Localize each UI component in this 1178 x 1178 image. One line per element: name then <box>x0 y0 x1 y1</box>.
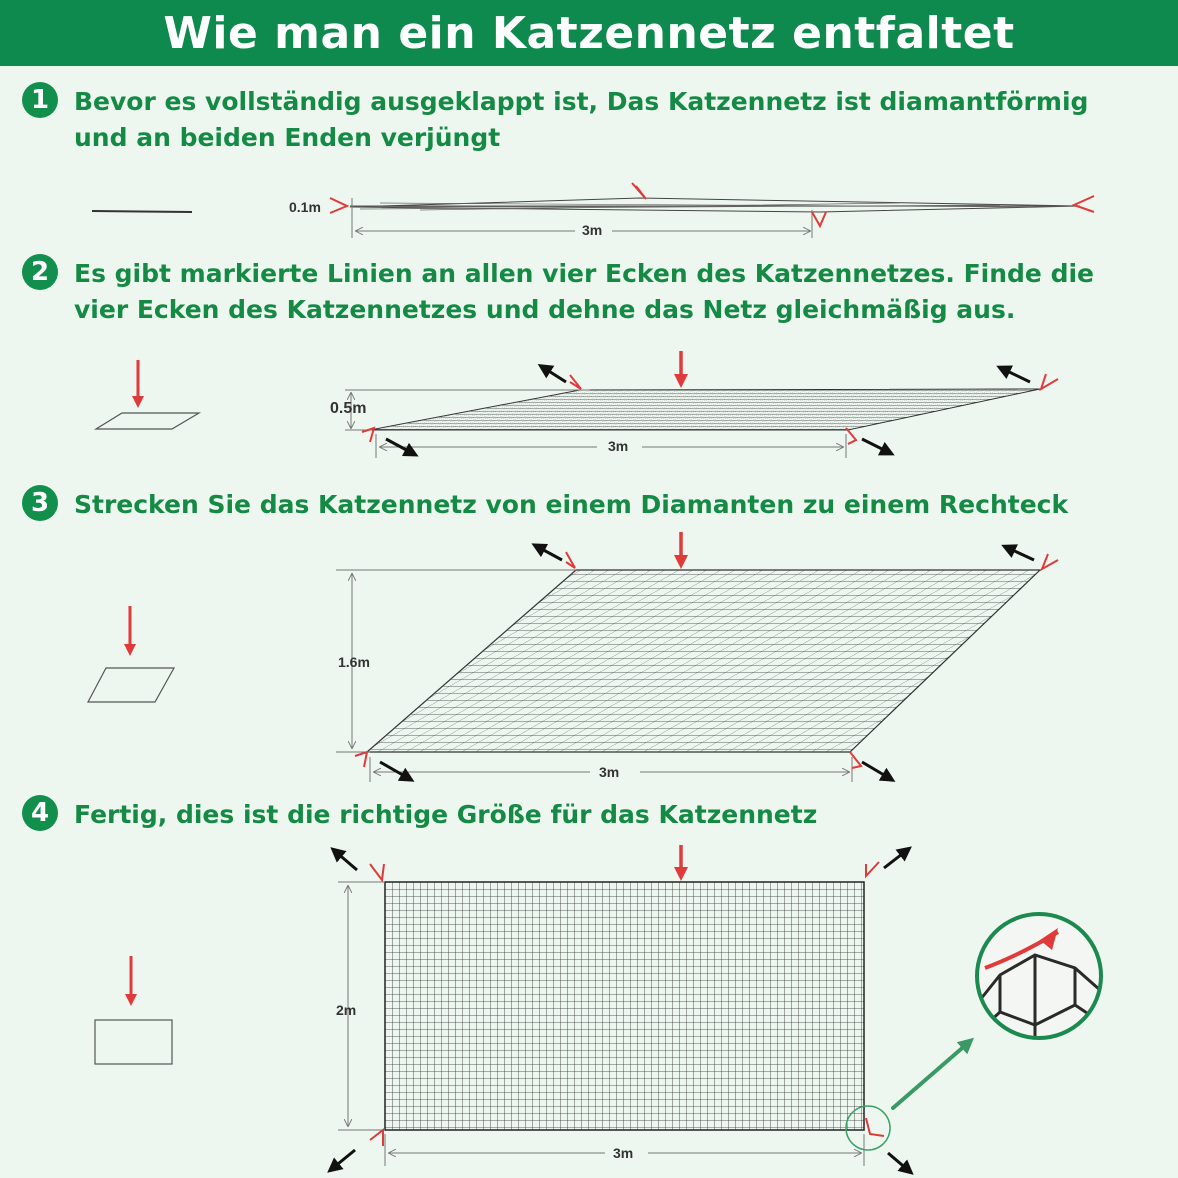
dimension-width-label: 3m <box>599 764 620 780</box>
net-thumbnail-parallelogram <box>88 668 174 702</box>
step-4-text: Fertig, dies ist die richtige Größe für das Katzennetz <box>74 800 818 829</box>
partially-opened-net <box>370 389 1040 430</box>
dimension-height-label: 0.1m <box>289 199 321 215</box>
step-number-badge: 3 <box>22 485 58 521</box>
dimension-height-label: 0.5m <box>330 400 367 417</box>
step-2-diagram <box>96 351 1058 458</box>
callout-arrow <box>893 1043 968 1108</box>
step-1-text: Bevor es vollständig ausgeklappt ist, Das Katzennetz ist diamantförmig und an beiden Enden verjüngt <box>74 87 1089 152</box>
net-detail-magnifier-icon <box>975 914 1105 1050</box>
stretching-net <box>367 570 1040 752</box>
step-number-badge: 1 <box>22 82 58 118</box>
step-1-diagram <box>92 183 1094 238</box>
step-number-badge: 2 <box>22 254 58 290</box>
step-4-diagram <box>95 845 1105 1170</box>
step-3-diagram <box>88 532 1058 782</box>
folded-net <box>350 198 1080 212</box>
dimension-height-label: 1.6m <box>338 654 370 670</box>
dimension-width-label: 3m <box>608 438 629 454</box>
dimension-height-label: 2m <box>336 1002 357 1018</box>
step-2-text: Es gibt markierte Linien an allen vier Ecken des Katzennetzes. Finde die vier Ecken des Katzennetzes und dehne das Netz gleichmäßig aus. <box>74 259 1094 324</box>
step-3-text: Strecken Sie das Katzennetz von einem Diamanten zu einem Rechteck <box>74 490 1069 519</box>
step-number-badge: 4 <box>22 795 58 831</box>
fully-opened-net <box>385 882 864 1130</box>
dimension-width-label: 3m <box>582 222 603 238</box>
net-thumbnail-rectangle <box>95 1020 172 1064</box>
net-thumbnail-parallelogram <box>96 413 199 429</box>
dimension-width-label: 3m <box>613 1145 634 1161</box>
folded-net-thumbnail <box>92 211 192 212</box>
page-title: Wie man ein Katzennetz entfaltet <box>163 7 1015 59</box>
